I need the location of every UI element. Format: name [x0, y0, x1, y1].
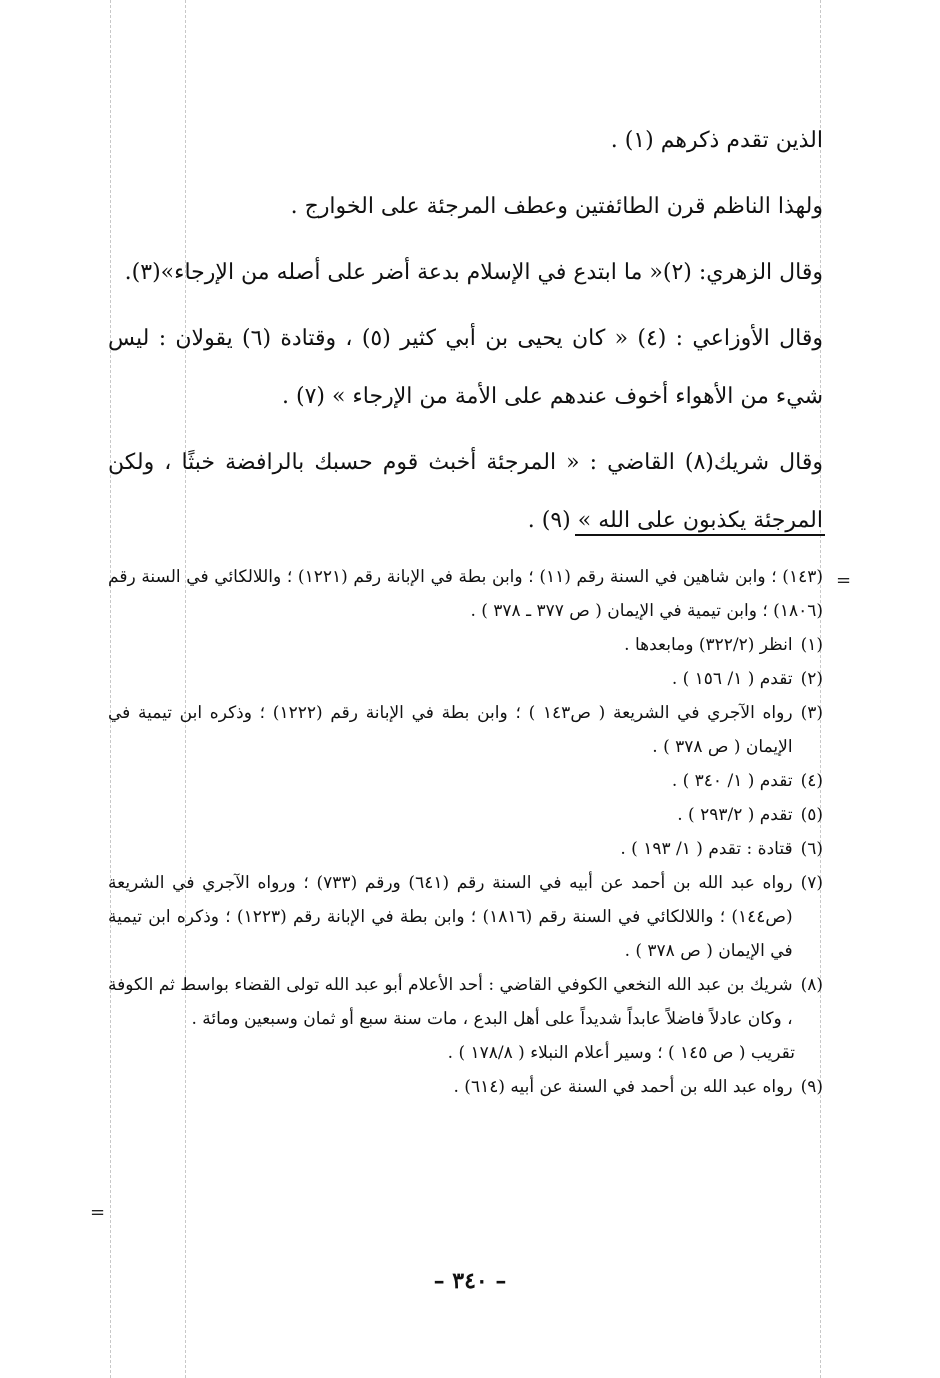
footnote-text: قتادة : تقدم ( ١/ ١٩٣ ) .: [620, 839, 793, 859]
paragraph-1: الذين تقدم ذكرهم (١) .: [610, 128, 823, 153]
edge-mark-upper: =: [836, 570, 852, 591]
footnote-text: رواه الآجري في الشريعة ( ص١٤٣ ) ؛ وابن بطة في الإبانة رقم (١٢٢٢) ؛ وذكره ابن تيمية في الإيمان ( ص ٣٧٨ ) .: [108, 703, 793, 757]
footnote-1: [108, 628, 823, 662]
footnote-number: (٢): [800, 669, 823, 689]
main-text: [108, 112, 823, 558]
paragraph-4: وقال الأوزاعي : (٤) « كان يحيى بن أبي كثير (٥) ، وقتادة (٦) يقولان : ليس شيء من الأهواء أخوف عندهم على الأمة من الإرجاء » (٧) .: [108, 326, 823, 409]
footnote-number: (٨): [800, 975, 823, 995]
edge-mark-lower: =: [90, 1202, 106, 1223]
paragraph-5: وقال شريك(٨) القاضي : « المرجئة أخبث قوم حسبك بالرافضة خبثًا ، ولكن المرجئة يكذبون على الله » (٩) .: [108, 450, 824, 533]
footnote-number: (٥): [800, 805, 823, 825]
footnote-2: [108, 662, 823, 696]
footnote-9: [108, 1070, 823, 1104]
footnote-number: (٦): [800, 839, 823, 859]
footnote-number: (١): [800, 635, 823, 655]
footnote-text: انظر (٣٢٢/٢) ومابعدها .: [624, 635, 793, 655]
footnote-text: شريك بن عبد الله النخعي الكوفي القاضي : أحد الأعلام أبو عبد الله تولى القضاء بواسط ثم الكوفة ، وكان عادلاً فاضلاً عابداً شديداً على أهل البدع ، مات سنة سبع أو ثمان وسبعين ومائة .: [108, 975, 793, 1029]
footnote-number: (٧): [800, 873, 823, 893]
footnote-text: تقدم ( ١/ ٣٤٠ ) .: [671, 771, 793, 791]
footnote-6: [108, 832, 823, 866]
page-number: – ٣٤٠ –: [433, 1268, 507, 1294]
footnote-continuation: (١٤٣) ؛ وابن شاهين في السنة رقم (١١) ؛ وابن بطة في الإبانة رقم (١٢٢١) ؛ واللالكائي في السنة رقم (١٨٠٦) ؛ وابن تيمية في الإيمان ( ص ٣٧٧ ـ ٣٧٨ ) .: [108, 567, 823, 621]
footnote-text: رواه عبد الله بن أحمد عن أبيه في السنة رقم (٦٤١) ورقم (٧٣٣) ؛ ورواه الآجري في الشريعة (ص١٤٤) ؛ واللالكائي في السنة رقم (١٨١٦) ؛ وابن بطة في الإبانة رقم (١٢٢٣) ؛ وذكره ابن تيمية في الإيمان ( ص ٣٧٨ ) .: [108, 873, 793, 961]
footnotes: [108, 560, 823, 1104]
paragraph-3: وقال الزهري: (٢)« ما ابتدع في الإسلام بدعة أضر على أصله من الإرجاء»(٣).: [124, 260, 823, 285]
footnote-number: (٩): [800, 1077, 823, 1097]
footnote-number: (٤): [800, 771, 823, 791]
footnote-separator: [575, 534, 825, 536]
footnote-8-source: تقريب ( ص ١٤٥ ) ؛ وسير أعلام النبلاء ( ١٧٨/٨ ) .: [447, 1043, 795, 1063]
footnote-text: رواه عبد الله بن أحمد في السنة عن أبيه (٦١٤) .: [453, 1077, 793, 1097]
footnote-7: [108, 866, 823, 968]
paragraph-2: ولهذا الناظم قرن الطائفتين وعطف المرجئة على الخوارج .: [290, 194, 823, 219]
footnote-3: [108, 696, 823, 764]
footnote-4: [108, 764, 823, 798]
footnote-text: تقدم ( ٢٩٣/٢ ) .: [677, 805, 793, 825]
footnote-8: [108, 968, 823, 1036]
footnote-5: [108, 798, 823, 832]
footnote-text: تقدم ( ١/ ١٥٦ ) .: [671, 669, 793, 689]
footnote-number: (٣): [800, 703, 823, 723]
